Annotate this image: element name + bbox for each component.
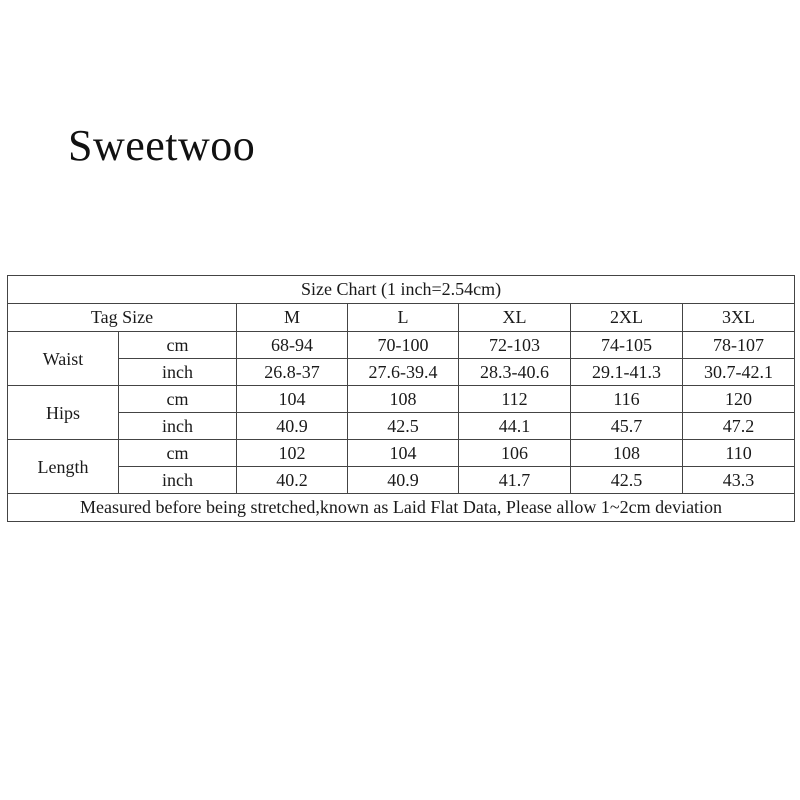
table-cell: 47.2 <box>683 413 795 440</box>
table-cell: 120 <box>683 386 795 413</box>
table-row <box>8 467 795 494</box>
unit-label: inch <box>119 359 237 386</box>
table-cell: 104 <box>348 440 459 467</box>
measurement-note: Measured before being stretched,known as Laid Flat Data, Please allow 1~2cm deviation <box>8 494 795 522</box>
tag-size-header: Tag Size <box>8 304 237 332</box>
table-cell: 27.6-39.4 <box>348 359 459 386</box>
table-cell: 104 <box>237 386 348 413</box>
table-cell: 28.3-40.6 <box>459 359 571 386</box>
unit-label: cm <box>119 386 237 413</box>
size-chart-table <box>7 275 795 522</box>
table-cell: 42.5 <box>348 413 459 440</box>
measure-label-waist: Waist <box>8 332 119 386</box>
table-title-row <box>8 276 795 304</box>
chart-title: Size Chart (1 inch=2.54cm) <box>8 276 795 304</box>
table-cell: 74-105 <box>571 332 683 359</box>
table-cell: 45.7 <box>571 413 683 440</box>
table-cell: 70-100 <box>348 332 459 359</box>
table-cell: 78-107 <box>683 332 795 359</box>
table-cell: 110 <box>683 440 795 467</box>
size-header-l: L <box>348 304 459 332</box>
table-cell: 30.7-42.1 <box>683 359 795 386</box>
unit-label: cm <box>119 440 237 467</box>
table-note-row <box>8 494 795 522</box>
unit-label: inch <box>119 413 237 440</box>
size-header-xl: XL <box>459 304 571 332</box>
table-header-row <box>8 304 795 332</box>
size-header-2xl: 2XL <box>571 304 683 332</box>
table-row <box>8 359 795 386</box>
unit-label: cm <box>119 332 237 359</box>
unit-label: inch <box>119 467 237 494</box>
table-cell: 29.1-41.3 <box>571 359 683 386</box>
brand-title: Sweetwoo <box>68 121 256 170</box>
table-cell: 108 <box>348 386 459 413</box>
table-cell: 40.2 <box>237 467 348 494</box>
table-cell: 44.1 <box>459 413 571 440</box>
table-cell: 26.8-37 <box>237 359 348 386</box>
table-row <box>8 440 795 467</box>
table-cell: 40.9 <box>237 413 348 440</box>
table-row <box>8 413 795 440</box>
table-row <box>8 386 795 413</box>
table-cell: 40.9 <box>348 467 459 494</box>
size-header-m: M <box>237 304 348 332</box>
table-cell: 43.3 <box>683 467 795 494</box>
table-cell: 72-103 <box>459 332 571 359</box>
measure-label-length: Length <box>8 440 119 494</box>
table-cell: 116 <box>571 386 683 413</box>
table-cell: 112 <box>459 386 571 413</box>
table-cell: 106 <box>459 440 571 467</box>
table-row <box>8 332 795 359</box>
table-cell: 68-94 <box>237 332 348 359</box>
table-cell: 42.5 <box>571 467 683 494</box>
table-cell: 41.7 <box>459 467 571 494</box>
table-cell: 108 <box>571 440 683 467</box>
table-cell: 102 <box>237 440 348 467</box>
measure-label-hips: Hips <box>8 386 119 440</box>
size-header-3xl: 3XL <box>683 304 795 332</box>
